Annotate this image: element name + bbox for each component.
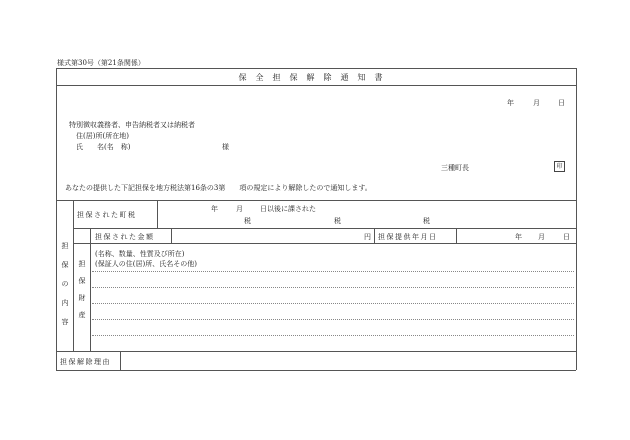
section-label-vertical [60, 240, 70, 329]
amount-label-divider-left [90, 228, 91, 351]
property-entry-line [92, 287, 574, 288]
property-label-char: 財 [78, 294, 86, 302]
release-reason-top-line [56, 351, 576, 352]
secured-amount-label: 担保された金額 [95, 233, 155, 241]
yen-unit: 円 [364, 233, 371, 241]
addressee-honorific: 様 [222, 143, 229, 151]
secured-tax-label: 担保された町税 [77, 211, 137, 219]
section-label-char: 容 [61, 318, 69, 326]
frame-right [576, 68, 577, 370]
tax-word-3: 税 [423, 217, 430, 225]
property-label-char: 保 [78, 277, 86, 285]
form-number-label: 様式第30号（第21条関係） [57, 59, 145, 67]
addressee-name-label: 氏 名(名 称) [76, 143, 131, 151]
provision-label-right [456, 228, 457, 243]
provision-date-day: 日 [563, 233, 570, 241]
tax-word-2: 税 [334, 217, 341, 225]
property-entry-line [92, 303, 574, 304]
release-reason-divider [120, 351, 121, 370]
tax-label-divider [157, 200, 158, 228]
section-label-divider [73, 200, 74, 351]
notice-text: あなたの提供した下記担保を地方税法第16条の3第 項の規定により解除したので通知します。 [65, 184, 372, 192]
provision-date-month: 月 [538, 233, 545, 241]
tax-word-1: 税 [244, 217, 251, 225]
official-seal-mark: 印 [554, 161, 565, 172]
property-note-1: (名称、数量、性質及び所在) [95, 250, 185, 258]
date-day: 日 [558, 99, 565, 107]
table-top-line [56, 200, 576, 201]
title-divider [56, 85, 576, 86]
row-divider-2 [73, 243, 576, 244]
release-reason-label: 担保解除理由 [60, 358, 111, 366]
issuer-name: 三種町長 [441, 164, 469, 172]
property-entry-line [92, 271, 574, 272]
frame-bottom [56, 370, 576, 371]
property-note-2: (保証人の住(居)所、氏名その他) [95, 260, 197, 268]
section-label-char: 内 [61, 299, 69, 307]
section-label-char: 保 [61, 261, 69, 269]
provision-label-left [374, 228, 375, 243]
tax-period-text: 日以後に課された [260, 205, 316, 213]
addressee-address-label: 住(居)所(所在地) [76, 132, 129, 140]
addressee-type: 特別徴収義務者、申告納税者又は納税者 [69, 121, 195, 129]
frame-left [56, 68, 57, 370]
row-divider-1 [73, 228, 576, 229]
property-label-char: 産 [78, 311, 86, 319]
frame-top [56, 68, 576, 69]
section-label-char: の [61, 280, 69, 288]
date-year: 年 [507, 99, 514, 107]
property-entry-line [92, 319, 574, 320]
date-month: 月 [533, 99, 540, 107]
provision-date-label: 担保提供年月日 [378, 233, 438, 241]
provision-date-year: 年 [515, 233, 522, 241]
tax-period-year: 年 [211, 205, 218, 213]
page-title: 保全担保解除通知書 [238, 73, 392, 82]
section-label-char: 担 [61, 242, 69, 250]
property-entry-line [92, 335, 574, 336]
property-label-vertical [77, 258, 87, 322]
amount-label-divider-right [171, 228, 172, 243]
property-label-char: 担 [78, 260, 86, 268]
tax-period-month: 月 [236, 205, 243, 213]
